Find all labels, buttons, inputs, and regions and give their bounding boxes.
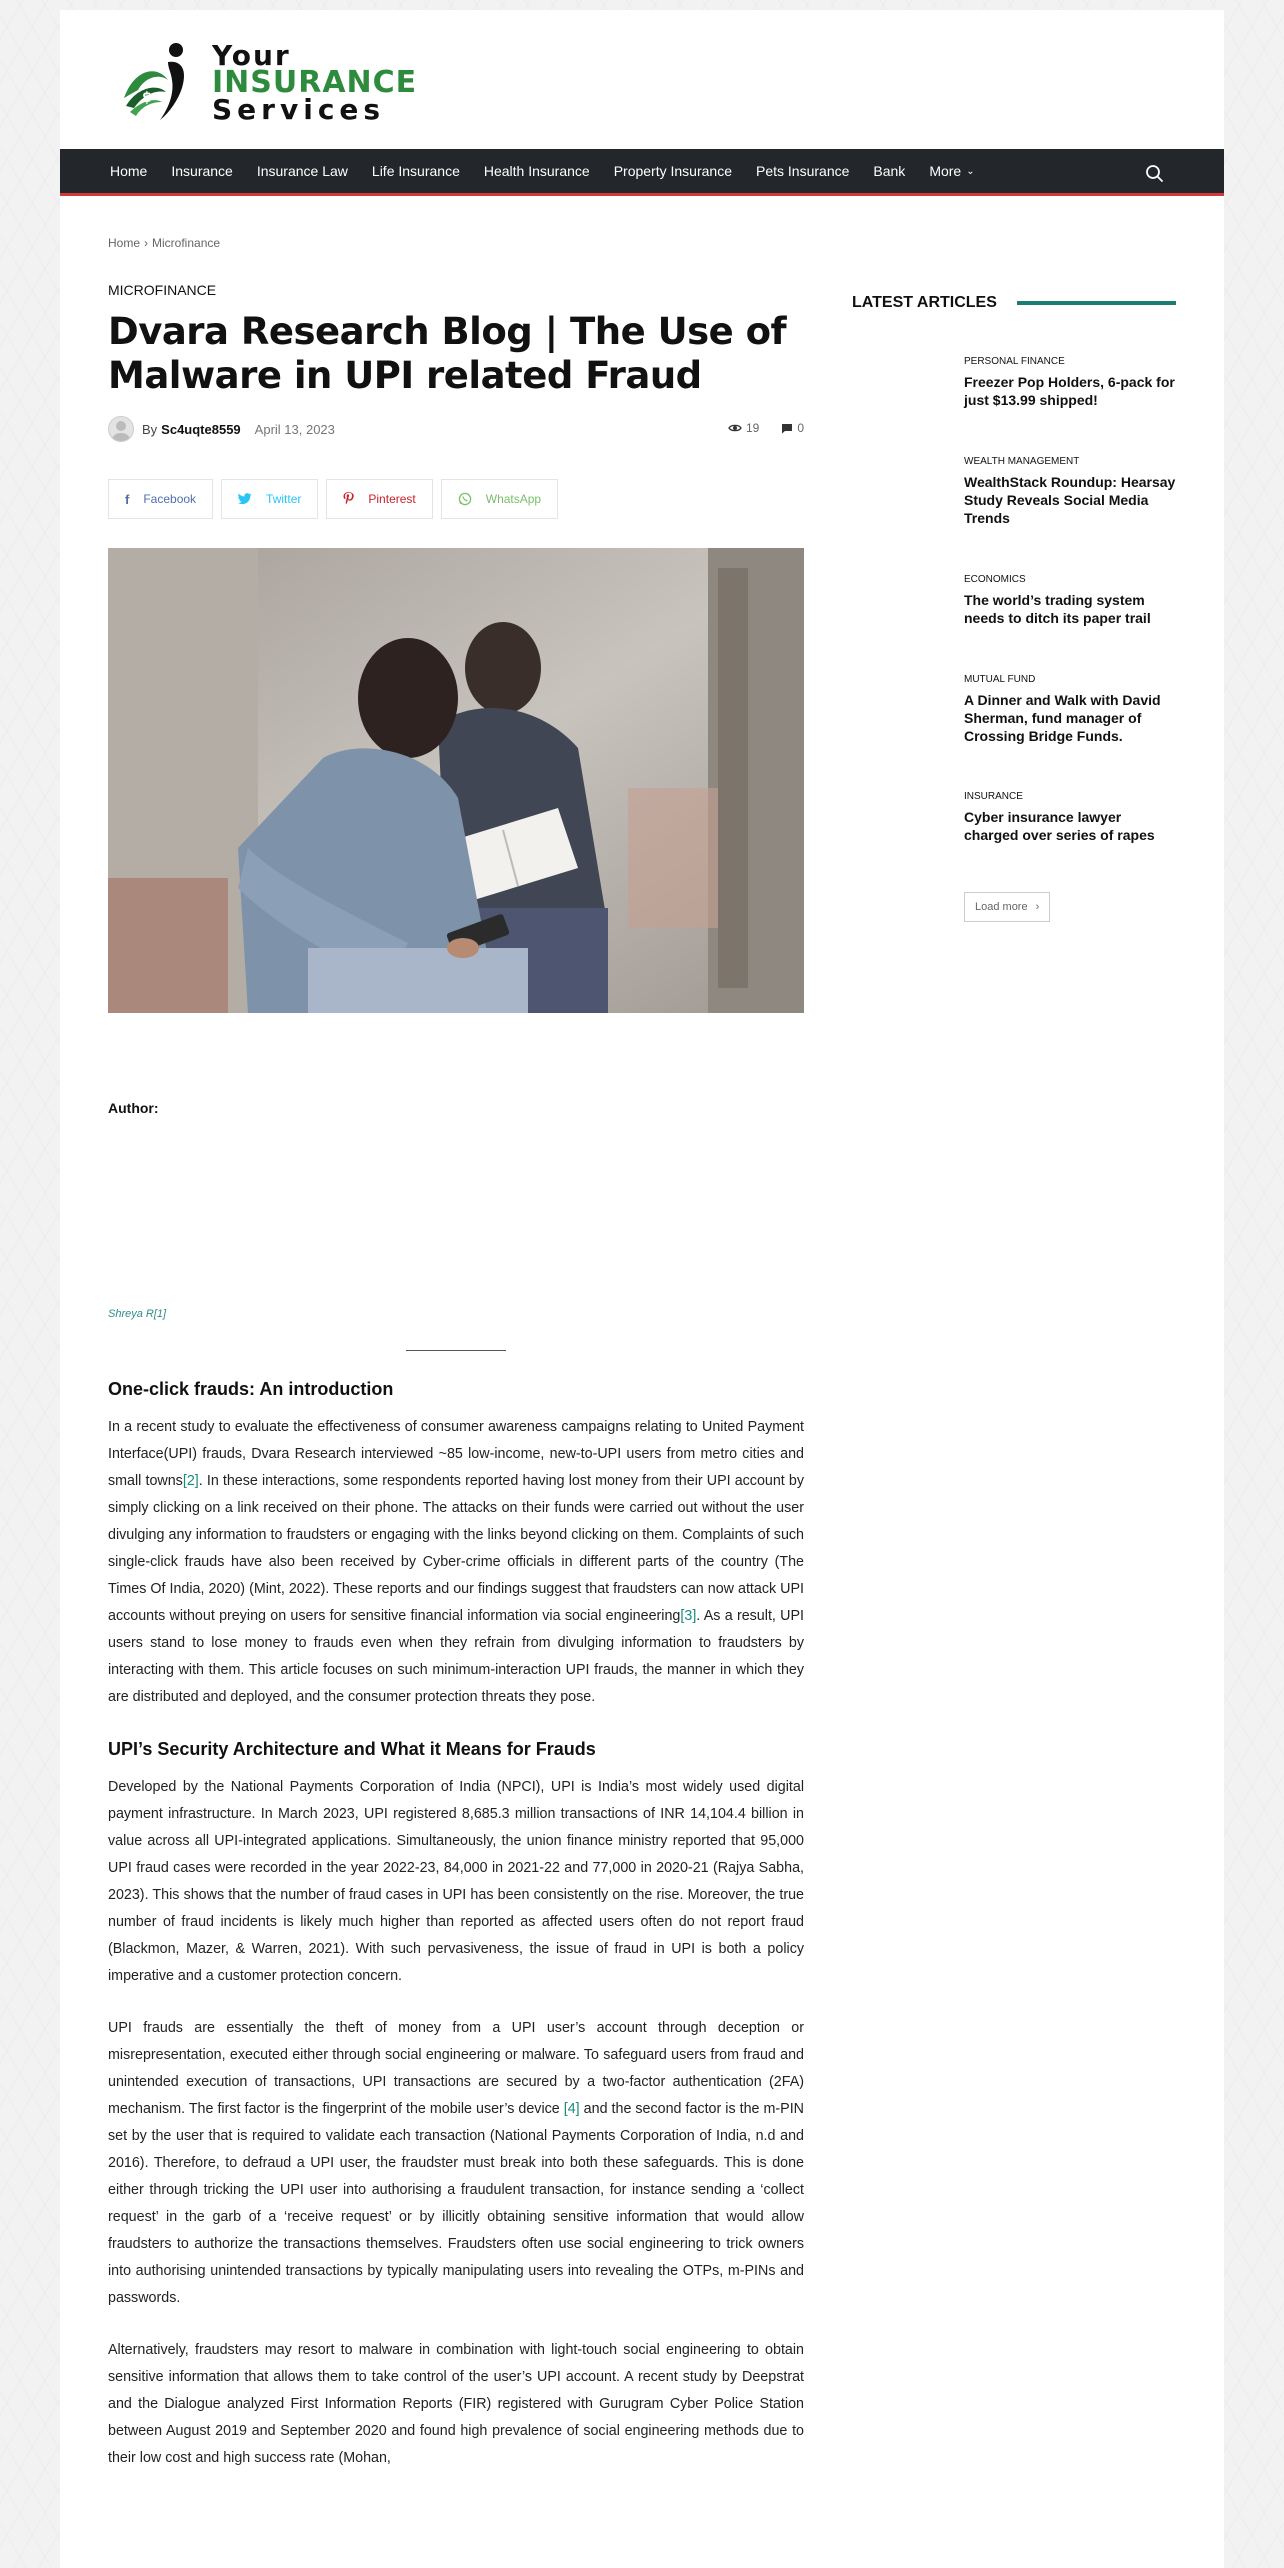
article-title: Dvara Research Blog | The Use of Malware in UPI related Fraud (108, 310, 787, 397)
paragraph-intro-text-b: . In these interactions, some respondents reported having lost money from their UPI account by simply clicking on a link received on their phone. The attacks on their funds were carried out without the user divulging any information to fraudsters or engaging with the links beyond clicking on them. Complaints of such single-click frauds have also been received by Cyber-crime officials in different parts of the country (The Times Of India, 2020) (Mint, 2022). These reports and our findings suggest that fraudsters can now attack UPI accounts without preying on users for sensitive financial information via social engineering (108, 1473, 804, 1624)
latest-article-title[interactable]: The world’s trading system needs to ditch its paper trail (964, 592, 1151, 626)
svg-text:$: $ (142, 90, 152, 106)
paragraph-security: Developed by the National Payments Corporation of India (NPCI), UPI is India’s most widely used digital payment infrastructure. In March 2023, UPI registered 8,685.3 million transactions of INR 14,104.4 billion in value across all UPI-integrated applications. Simultaneously, the union finance ministry reported that 95,000 UPI fraud cases were recorded in the year 2022-23, 84,000 in 2021-22 and 77,000 in 2020-21 (Rajya Sabha, 2023). This shows that the number of fraud cases in UPI has been consistently on the rise. Moreover, the true number of fraud incidents is likely much higher than reported as affected users often do not report fraud (Blackmon, Mazer, & Warren, 2021). With such pervasiveness, the issue of fraud in UPI is both a policy imperative and a customer protection concern. (108, 1779, 804, 1984)
paragraph-malware: Alternatively, fraudsters may resort to malware in combination with light-touch social engineering to obtain sensitive information that allows them to take control of the user’s UPI account. A recent study by Deepstrat and the Dialogue analyzed First Information Reports (FIR) registered with Gurugram Cyber Police Station between August 2019 and September 2020 and found high prevalence of social engineering methods due to their low cost and high success rate (Mohan, (108, 2342, 804, 2466)
share-buttons (108, 479, 804, 519)
breadcrumb-current[interactable]: Microfinance (152, 236, 221, 250)
latest-article-category[interactable]: PERSONAL FINANCE (964, 356, 1065, 367)
twitter-icon (238, 493, 252, 505)
logo-line-2: INSURANCE (212, 65, 418, 100)
latest-article-category[interactable]: WEALTH MANAGEMENT (964, 456, 1080, 467)
article-thumbnail[interactable] (852, 791, 952, 851)
author-name-link[interactable]: Shreya R[1] (108, 1308, 167, 1320)
latest-article-item[interactable] (852, 674, 1176, 745)
sidebar-title: LATEST ARTICLES (852, 294, 997, 311)
nav-item-life-insurance[interactable]: Life Insurance (371, 163, 460, 179)
latest-article-category[interactable]: INSURANCE (964, 791, 1023, 802)
share-facebook-label: Facebook (143, 492, 197, 506)
latest-article-item[interactable] (852, 574, 1176, 627)
latest-article-title[interactable]: Cyber insurance lawyer charged over series of rapes (964, 809, 1155, 843)
sidebar-title-bar (1017, 301, 1176, 305)
chevron-right-icon: › (1035, 901, 1040, 913)
share-pinterest-label: Pinterest (368, 492, 416, 506)
by-label: By (142, 421, 158, 437)
share-pinterest-button[interactable] (326, 479, 432, 519)
footnote-link-2[interactable]: [2] (182, 1473, 199, 1489)
share-twitter-label: Twitter (266, 492, 302, 506)
chevron-down-icon: ⌄ (966, 165, 975, 177)
pinterest-icon (343, 492, 354, 506)
paragraph-intro-text-c: . As a result, UPI users stand to lose money to frauds even when they refrain from divulging information to fraudsters by interacting with them. This article focuses on such minimum-interaction UPI frauds, the manner in which they are distributed and deployed, and the consumer protection threats they pose. (108, 1608, 804, 1705)
paragraph-intro-text-a: In a recent study to evaluate the effectiveness of consumer awareness campaigns relating to United Payment Interface(UPI) frauds, Dvara Research interviewed ~85 low-income, new-to-UPI users from metro cities and small towns (108, 1419, 804, 1489)
page (60, 10, 1224, 2568)
nav-item-insurance-law[interactable]: Insurance Law (256, 163, 348, 179)
section-heading-security: UPI’s Security Architecture and What it Means for Frauds (108, 1739, 596, 1759)
section-divider (406, 1350, 506, 1351)
author-link[interactable]: Sc4uqte8559 (161, 421, 241, 437)
eye-icon (728, 423, 742, 433)
footnote-link-3[interactable]: [3] (680, 1608, 697, 1624)
load-more-label: Load more (975, 901, 1028, 913)
latest-article-item[interactable] (852, 356, 1176, 409)
logo-line-3: Services (212, 93, 386, 126)
latest-article-category[interactable]: MUTUAL FUND (964, 674, 1036, 685)
paragraph-fraud-text-a: UPI frauds are essentially the theft of money from a UPI user’s account through deception or misrepresentation, executed either through social engineering or malware. To safeguard users from fraud and unintended execution of transactions, UPI transactions are secured by a two-factor authentication (2FA) mechanism. The first factor is the fingerprint of the mobile user’s device (108, 2020, 804, 2117)
site-header (60, 10, 1224, 149)
search-icon[interactable] (1144, 163, 1164, 183)
facebook-icon: f (125, 491, 130, 507)
site-logo[interactable] (116, 34, 418, 134)
nav-item-home[interactable]: Home (110, 163, 148, 179)
article-stats (728, 421, 804, 435)
latest-article-title[interactable]: Freezer Pop Holders, 6-pack for just $13.99 shipped! (964, 374, 1175, 408)
nav-item-property-insurance[interactable]: Property Insurance (613, 163, 732, 179)
comment-icon[interactable] (781, 423, 793, 434)
article-meta (108, 416, 804, 442)
latest-article-item[interactable] (852, 791, 1176, 844)
nav-item-insurance[interactable]: Insurance (171, 163, 233, 179)
logo-mark-icon (116, 40, 206, 126)
footnote-link-4[interactable]: [4] (563, 2101, 580, 2117)
article (108, 282, 804, 2472)
load-more-button[interactable] (964, 892, 1050, 922)
whatsapp-icon (458, 492, 472, 506)
paragraph-fraud-definition (108, 2015, 804, 2312)
author-label: Author: (108, 1100, 159, 1116)
view-count: 19 (745, 421, 760, 435)
hero-image (108, 548, 804, 1013)
paragraph-fraud-text-b: and the second factor is the m-PIN set by the user that is required to validate each transaction (National Payments Corporation of India, n.d and 2016). Therefore, to defraud a UPI user, the fraudster must break into both these safeguards. This is done either through tricking the UPI user into authorising a fraudulent transaction, for instance sending a ‘collect request’ in the garb of a ‘receive request’ or by illicitly obtaining sensitive information that would allow fraudsters to authorize the transactions themselves. Fraudsters often use social engineering to trick owners into authorising unintended transactions by typically manipulating users into revealing the OTPs, m-PINs and passwords. (108, 2101, 804, 2306)
comment-count[interactable]: 0 (797, 421, 804, 435)
publish-date: April 13, 2023 (254, 421, 335, 437)
nav-item-pets-insurance[interactable]: Pets Insurance (756, 163, 850, 179)
breadcrumb (108, 236, 220, 250)
breadcrumb-home[interactable]: Home (108, 236, 141, 250)
logo-line-1: Your (212, 39, 291, 72)
latest-article-category[interactable]: ECONOMICS (964, 574, 1026, 585)
latest-article-item[interactable] (852, 456, 1176, 527)
avatar[interactable] (108, 416, 134, 442)
share-facebook-button[interactable] (108, 479, 213, 519)
sidebar-header (852, 294, 1176, 312)
article-thumbnail[interactable] (852, 356, 952, 416)
latest-article-title[interactable]: WealthStack Roundup: Hearsay Study Reveals Social Media Trends (964, 474, 1176, 526)
article-thumbnail[interactable] (852, 674, 952, 734)
latest-article-title[interactable]: A Dinner and Walk with David Sherman, fund manager of Crossing Bridge Funds. (964, 692, 1161, 744)
share-whatsapp-label: WhatsApp (485, 492, 542, 506)
breadcrumb-separator: › (144, 236, 149, 250)
article-thumbnail[interactable] (852, 456, 952, 516)
section-heading-intro: One-click frauds: An introduction (108, 1379, 394, 1399)
nav-item-more[interactable] (929, 163, 974, 179)
article-category[interactable]: MICROFINANCE (108, 282, 217, 298)
article-thumbnail[interactable] (852, 574, 952, 634)
paragraph-intro (108, 1414, 804, 1711)
nav-item-health-insurance[interactable]: Health Insurance (483, 163, 590, 179)
nav-item-bank[interactable]: Bank (873, 163, 906, 179)
nav-more-label: More (929, 163, 962, 179)
share-whatsapp-button[interactable] (441, 479, 558, 519)
main-nav (60, 149, 1224, 196)
sidebar-latest-articles (852, 294, 1176, 922)
share-twitter-button[interactable] (221, 479, 318, 519)
